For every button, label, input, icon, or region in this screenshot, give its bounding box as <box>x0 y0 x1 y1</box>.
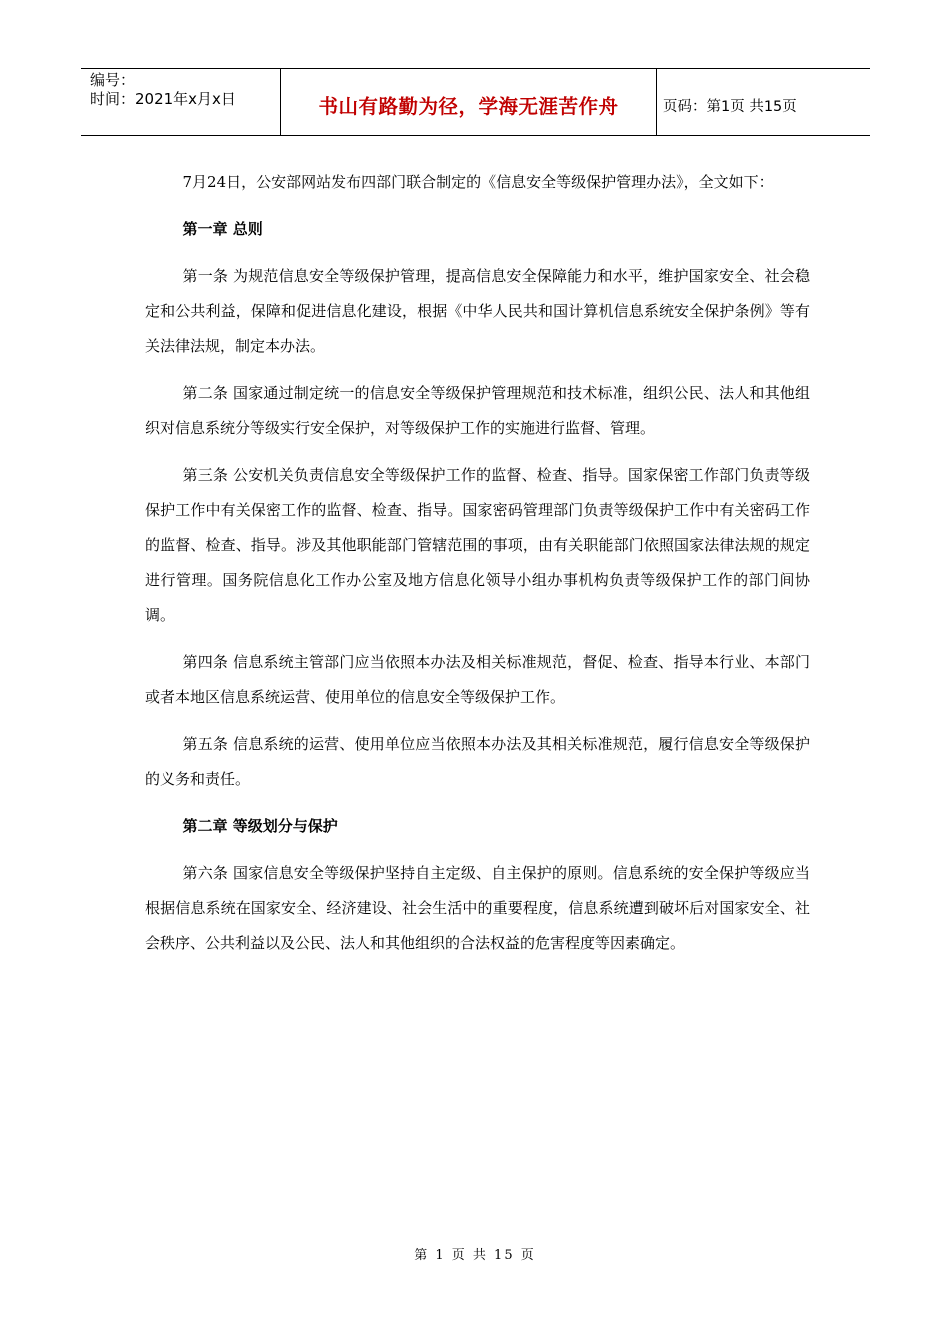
document-date: 时间：2021年x月x日 <box>90 90 236 108</box>
intro-paragraph: 7月24日，公安部网站发布四部门联合制定的《信息安全等级保护管理办法》，全文如下： <box>182 173 774 191</box>
chapter-heading: 第一章 总则 <box>182 220 263 238</box>
header-slogan-cell <box>281 69 657 135</box>
document-number-label: 编号： <box>90 71 136 89</box>
article-paragraph: 第六条 国家信息安全等级保护坚持自主定级、自主保护的原则。信息系统的安全保护等级应当根据信息系统在国家安全、经济建设、社会生活中的重要程度，信息系统遭到破坏后对国家安全、社会秩序、公共利益以及公民、法人和其他组织的合法权益的危害程度等因素确定。 <box>145 864 810 952</box>
document-header <box>81 68 870 136</box>
header-slogan: 书山有路勤为径，学海无涯苦作舟 <box>318 95 619 118</box>
article-paragraph: 第二条 国家通过制定统一的信息安全等级保护管理规范和技术标准，组织公民、法人和其他组织对信息系统分等级实行安全保护，对等级保护工作的实施进行监督、管理。 <box>145 384 810 437</box>
article-paragraph: 第四条 信息系统主管部门应当依照本办法及相关标准规范，督促、检查、指导本行业、本部门或者本地区信息系统运营、使用单位的信息安全等级保护工作。 <box>145 653 810 706</box>
article-paragraph: 第五条 信息系统的运营、使用单位应当依照本办法及其相关标准规范，履行信息安全等级保护的义务和责任。 <box>145 735 810 788</box>
document-body <box>145 165 810 973</box>
article-paragraph: 第三条 公安机关负责信息安全等级保护工作的监督、检查、指导。国家保密工作部门负责等级保护工作中有关保密工作的监督、检查、指导。国家密码管理部门负责等级保护工作中有关密码工作的监督、检查、指导。涉及其他职能部门管辖范围的事项，由有关职能部门依照国家法律法规的规定进行管理。国务院信息化工作办公室及地方信息化领导小组办事机构负责等级保护工作的部门间协调。 <box>145 466 810 624</box>
page-footer: 第 1 页 共 15 页 <box>414 1248 536 1263</box>
header-page-info: 页码：第1页 共15页 <box>663 98 797 115</box>
chapter-heading: 第二章 等级划分与保护 <box>182 817 338 835</box>
header-meta <box>81 69 281 135</box>
article-paragraph: 第一条 为规范信息安全等级保护管理，提高信息安全保障能力和水平，维护国家安全、社会稳定和公共利益，保障和促进信息化建设，根据《中华人民共和国计算机信息系统安全保护条例》等有关法律法规，制定本办法。 <box>145 267 810 355</box>
